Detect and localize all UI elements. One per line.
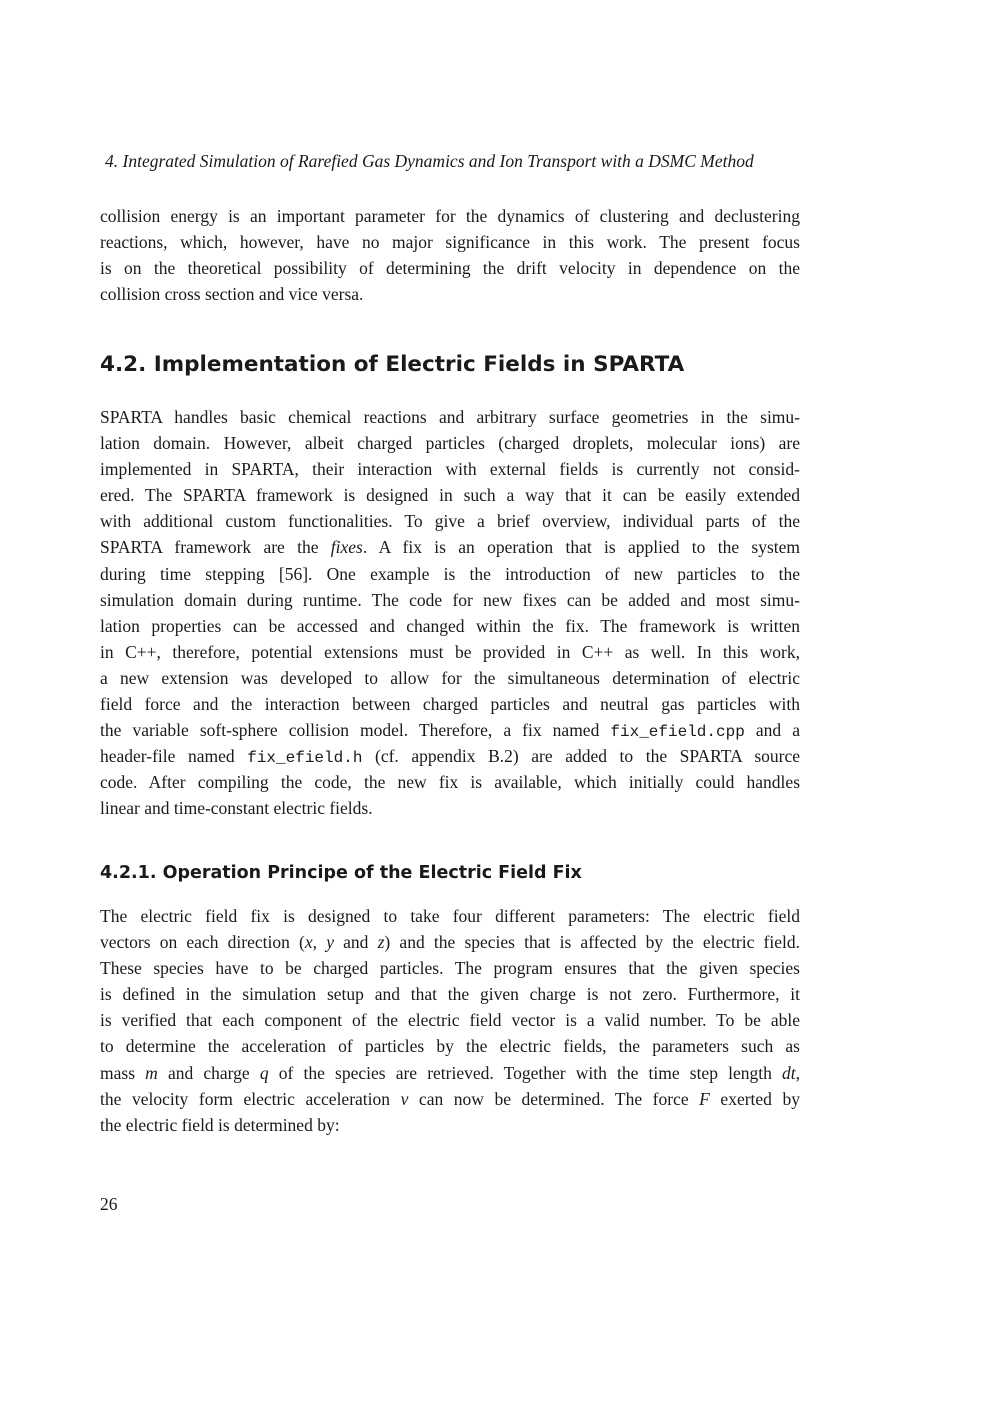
text-run: simulation domain during runtime. The code for new fixes can be added and most simu- (100, 589, 800, 610)
text-run: collision cross section and vice versa. (100, 284, 364, 305)
text-run: mass (100, 1062, 146, 1083)
italic-term: q (259, 1062, 269, 1083)
text-line (100, 929, 800, 955)
text-run: in C++, therefore, potential extensions must be provided in C++ as well. In this work, (100, 641, 800, 662)
paragraph-subsection (100, 903, 800, 1138)
text-line (100, 1007, 800, 1033)
text-run: can now be determined. The force (408, 1088, 700, 1109)
running-header: 4. Integrated Simulation of Rarefied Gas Dynamics and Ion Transport with a DSMC Method (105, 151, 754, 171)
text-run: linear and time-constant electric fields. (100, 798, 373, 819)
text-run: lation properties can be accessed and changed within the fix. The framework is written (100, 615, 800, 636)
text-run: the variable soft-sphere collision model. Therefore, a fix named (100, 720, 611, 741)
text-line (100, 1060, 800, 1086)
code-filename: fix_efield.h (247, 749, 363, 768)
text-run: is verified that each component of the electric field vector is a valid number. To be able (100, 1010, 800, 1031)
text-run: a new extension was developed to allow for the simultaneous determination of electric (100, 667, 800, 688)
text-line (100, 404, 800, 430)
text-line (100, 255, 800, 281)
text-run: ) and the species that is affected by the electric field. (384, 932, 800, 953)
text-line (100, 482, 800, 508)
text-run: the electric field is determined by: (100, 1114, 340, 1135)
text-run: vectors on each direction ( (100, 932, 305, 953)
text-line (100, 1086, 800, 1112)
text-line (100, 769, 800, 795)
text-line (100, 508, 800, 534)
text-run: during time stepping [56]. One example is the introduction of new particles to the (100, 563, 800, 584)
text-run: to determine the acceleration of particles by the electric fields, the parameters such as (100, 1036, 800, 1057)
text-run: is defined in the simulation setup and that the given charge is not zero. Furthermore, it (100, 984, 800, 1005)
text-run: SPARTA framework are the (100, 537, 331, 558)
text-run: with additional custom functionalities. To give a brief overview, individual parts of the (100, 511, 800, 532)
text-run: and a (744, 720, 800, 741)
text-line (100, 691, 800, 717)
text-run: exerted by (709, 1088, 800, 1109)
text-run: of the species are retrieved. Together with the time step length (268, 1062, 782, 1083)
text-run: field force and the interaction between charged particles and neutral gas particles with (100, 694, 800, 715)
paragraph-intro (100, 203, 800, 307)
text-run: lation domain. However, albeit charged particles (charged droplets, molecular ions) are (100, 433, 800, 454)
text-line (100, 534, 800, 560)
text-line (100, 613, 800, 639)
text-run: The electric field fix is designed to take four different parameters: The electric field (100, 906, 800, 926)
text-line (100, 281, 800, 307)
text-run: the velocity form electric acceleration (100, 1088, 401, 1109)
text-line (100, 1112, 800, 1138)
italic-term: dt (782, 1062, 796, 1083)
text-run: These species have to be charged particles. The program ensures that the given species (100, 958, 800, 979)
text-line (100, 203, 800, 229)
text-line (100, 717, 800, 743)
section-heading: 4.2. Implementation of Electric Fields in SPARTA (100, 352, 685, 377)
text-run: ered. The SPARTA framework is designed in such a way that it can be easily extended (100, 485, 800, 506)
text-line (100, 981, 800, 1007)
text-run: , (312, 932, 327, 953)
text-line (100, 795, 800, 821)
text-line (100, 955, 800, 981)
italic-term: y (326, 932, 334, 953)
text-line (100, 665, 800, 691)
code-filename: fix_efield.cpp (610, 723, 745, 742)
text-run: and charge (157, 1062, 260, 1083)
text-line (100, 229, 800, 255)
text-line (100, 456, 800, 482)
page-number: 26 (100, 1194, 118, 1214)
text-run: (cf. appendix B.2) are added to the SPARTA source (362, 746, 800, 767)
text-line (100, 903, 800, 929)
text-run: code. After compiling the code, the new fix is available, which initially could handles (100, 772, 800, 793)
italic-term: x (304, 932, 313, 953)
italic-term: m (145, 1062, 158, 1083)
text-line (100, 1033, 800, 1059)
text-run: header-file named (100, 746, 248, 767)
text-line (100, 430, 800, 456)
text-run: SPARTA handles basic chemical reactions and arbitrary surface geometries in the simu- (100, 407, 800, 427)
subsection-heading: 4.2.1. Operation Principe of the Electric Field Fix (100, 863, 582, 883)
text-run: implemented in SPARTA, their interaction with external fields is currently not consid- (100, 459, 800, 480)
text-line (100, 639, 800, 665)
text-run: . A fix is an operation that is applied to the system (362, 537, 800, 558)
italic-term: F (699, 1088, 710, 1109)
paragraph-section (100, 404, 800, 822)
text-run: collision energy is an important parameter for the dynamics of clustering and declustering (100, 206, 800, 226)
text-line (100, 587, 800, 613)
text-run: is on the theoretical possibility of determining the drift velocity in dependence on the (100, 258, 800, 279)
italic-term: fixes (330, 537, 363, 558)
text-run: , (795, 1062, 800, 1083)
italic-term: v (400, 1088, 409, 1109)
text-run: reactions, which, however, have no major significance in this work. The present focus (100, 232, 800, 253)
text-line (100, 561, 800, 587)
text-run: and (333, 932, 378, 953)
text-line (100, 743, 800, 769)
italic-term: z (377, 932, 385, 953)
